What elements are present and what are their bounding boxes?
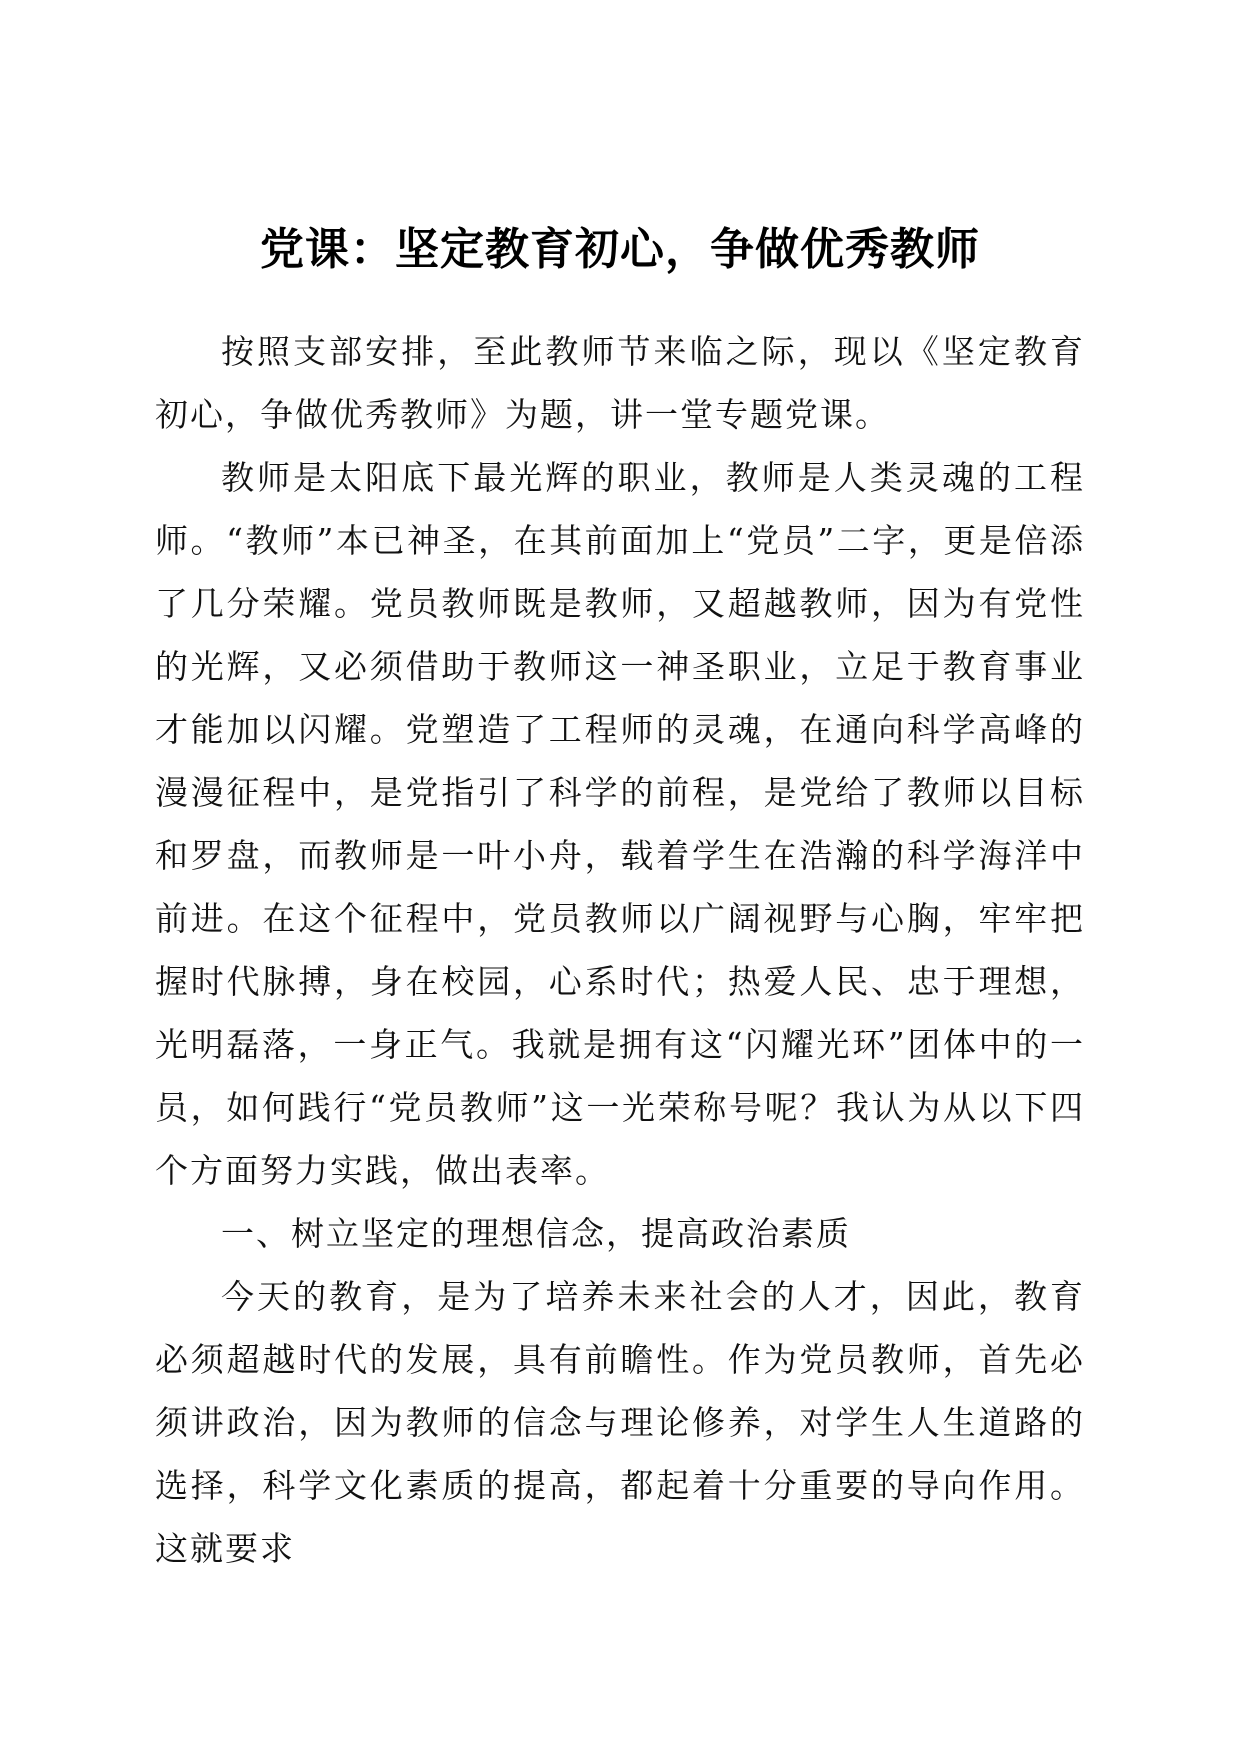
paragraph-intro: 按照支部安排，至此教师节来临之际，现以《坚定教育初心，争做优秀教师》为题，讲一堂专题党课。 xyxy=(155,332,1085,434)
paragraph-teacher-glory: 教师是太阳底下最光辉的职业，教师是人类灵魂的工程师。“教师”本已神圣，在其前面加上“党员”二字，更是倍添了几分荣耀。党员教师既是教师，又超越教师，因为有党性的光辉，又必须借助于教师这一神圣职业，立足于教育事业才能加以闪耀。党塑造了工程师的灵魂，在通向科学高峰的漫漫征程中，是党指引了科学的前程，是党给了教师以目标和罗盘，而教师是一叶小舟，载着学生在浩瀚的科学海洋中前进。在这个征程中，党员教师以广阔视野与心胸，牢牢把握时代脉搏，身在校园，心系时代；热爱人民、忠于理想，光明磊落，一身正气。我就是拥有这“闪耀光环”团体中的一员，如何践行“党员教师”这一光荣称号呢？我认为从以下四个方面努力实践，做出表率。 xyxy=(155,458,1085,1190)
document-title: 党课：坚定教育初心，争做优秀教师 xyxy=(260,224,980,275)
document-body xyxy=(155,320,1085,1580)
section-heading-1: 一、树立坚定的理想信念，提高政治素质 xyxy=(221,1214,851,1253)
paragraph-education-future: 今天的教育，是为了培养未来社会的人才，因此，教育必须超越时代的发展，具有前瞻性。作为党员教师，首先必须讲政治，因为教师的信念与理论修养，对学生人生道路的选择，科学文化素质的提高，都起着十分重要的导向作用。这就要求 xyxy=(155,1277,1085,1568)
